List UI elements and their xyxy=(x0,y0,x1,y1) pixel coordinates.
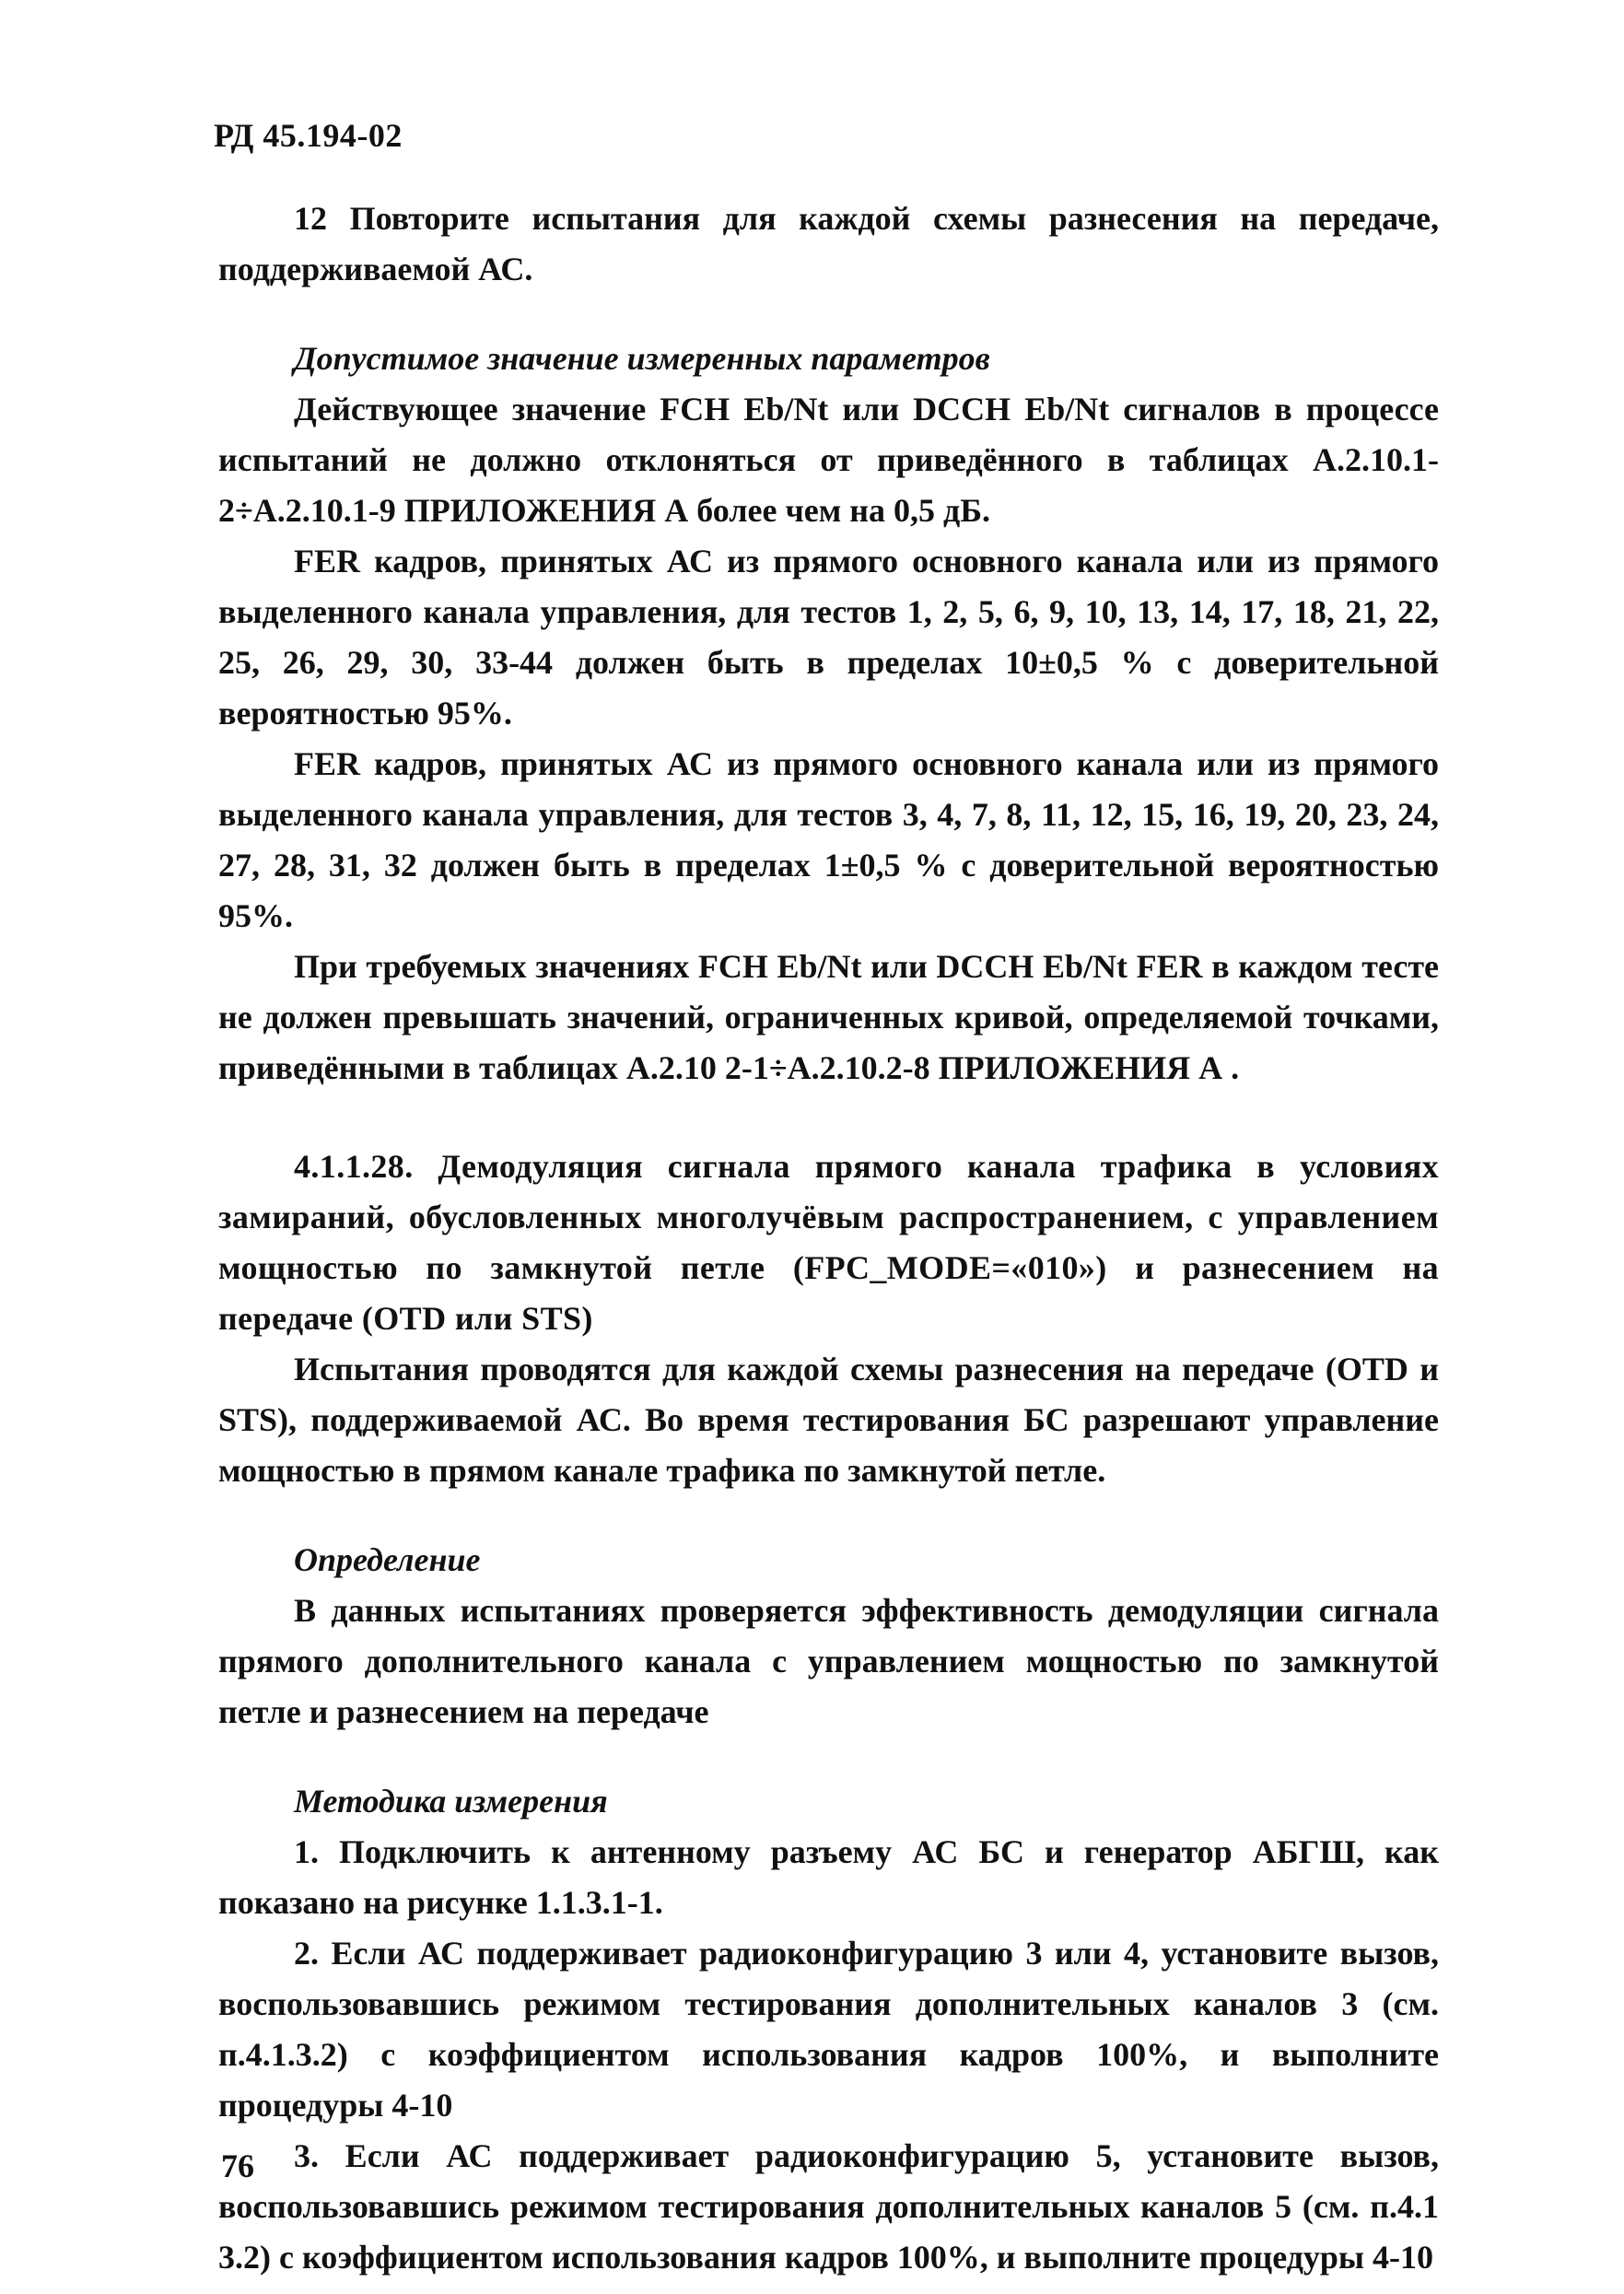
paragraph-repeat-tests: 12 Повторите испытания для каждой схемы разнесения на передаче, поддерживаемой АС. xyxy=(218,200,1439,287)
document-header: РД 45.194-02 xyxy=(214,117,403,154)
section-title: 4.1.1.28. Демодуляция сигнала прямого канала трафика в условиях замираний, обусловленных многолучёвым распространением, с управлением мощностью по замкнутой петле (FPC_MODE=«010») и разнесением на передаче (OTD или STS) xyxy=(218,1148,1439,1337)
subheading-method: Методика измерения xyxy=(294,1783,608,1820)
paragraph-step-3: 3. Если АС поддерживает радиоконфигурацию 5, установите вызов, воспользовавшись режимом тестирования дополнительных каналов 5 (см. п.4.1 3.2) с коэффициентом использования кадров 100%, и выполните процедуры 4-10 xyxy=(218,2137,1439,2276)
page-number: 76 xyxy=(221,2148,254,2184)
paragraph-definition: В данных испытаниях проверяется эффективность демодуляции сигнала прямого дополнительного канала с управлением мощностью по замкнутой петле и разнесением на передаче xyxy=(218,1592,1439,1730)
page-content xyxy=(218,193,1439,2283)
paragraph-step-2: 2. Если АС поддерживает радиоконфигурацию 3 или 4, установите вызов, воспользовавшись режимом тестирования дополнительных каналов 3 (см. п.4.1.3.2) с коэффициентом использования кадров 100%, и выполните процедуры 4-10 xyxy=(218,1935,1439,2124)
subheading-definition: Определение xyxy=(294,1541,481,1578)
paragraph-test-scope: Испытания проводятся для каждой схемы разнесения на передаче (OTD и STS), поддерживаемой АС. Во время тестирования БС разрешают управление мощностью в прямом канале трафика по замкнутой петле. xyxy=(218,1351,1439,1489)
paragraph-step-1: 1. Подключить к антенному разъему АС БС и генератор АБГШ, как показано на рисунке 1.1.3.1-1. xyxy=(218,1833,1439,1921)
paragraph-fer-curve: При требуемых значениях FCH Eb/Nt или DCCH Eb/Nt FER в каждом тесте не должен превышать значений, ограниченных кривой, определяемой точками, приведёнными в таблицах А.2.10 2-1÷А.2.10.2-8 ПРИЛОЖЕНИЯ А . xyxy=(218,948,1439,1086)
paragraph-effective-value: Действующее значение FCH Eb/Nt или DCCH Eb/Nt сигналов в процессе испытаний не должно отклоняться от приведённого в таблицах А.2.10.1-2÷А.2.10.1-9 ПРИЛОЖЕНИЯ А более чем на 0,5 дБ. xyxy=(218,391,1439,529)
paragraph-fer-1: FER кадров, принятых АС из прямого основного канала или из прямого выделенного канала управления, для тестов 3, 4, 7, 8, 11, 12, 15, 16, 19, 20, 23, 24, 27, 28, 31, 32 должен быть в пределах 1±0,5 % с доверительной вероятностью 95%. xyxy=(218,745,1439,934)
paragraph-fer-10: FER кадров, принятых АС из прямого основного канала или из прямого выделенного канала управления, для тестов 1, 2, 5, 6, 9, 10, 13, 14, 17, 18, 21, 22, 25, 26, 29, 30, 33-44 должен быть в пределах 10±0,5 % с доверительной вероятностью 95%. xyxy=(218,543,1439,732)
subheading-allowed-values: Допустимое значение измеренных параметров xyxy=(294,340,990,377)
